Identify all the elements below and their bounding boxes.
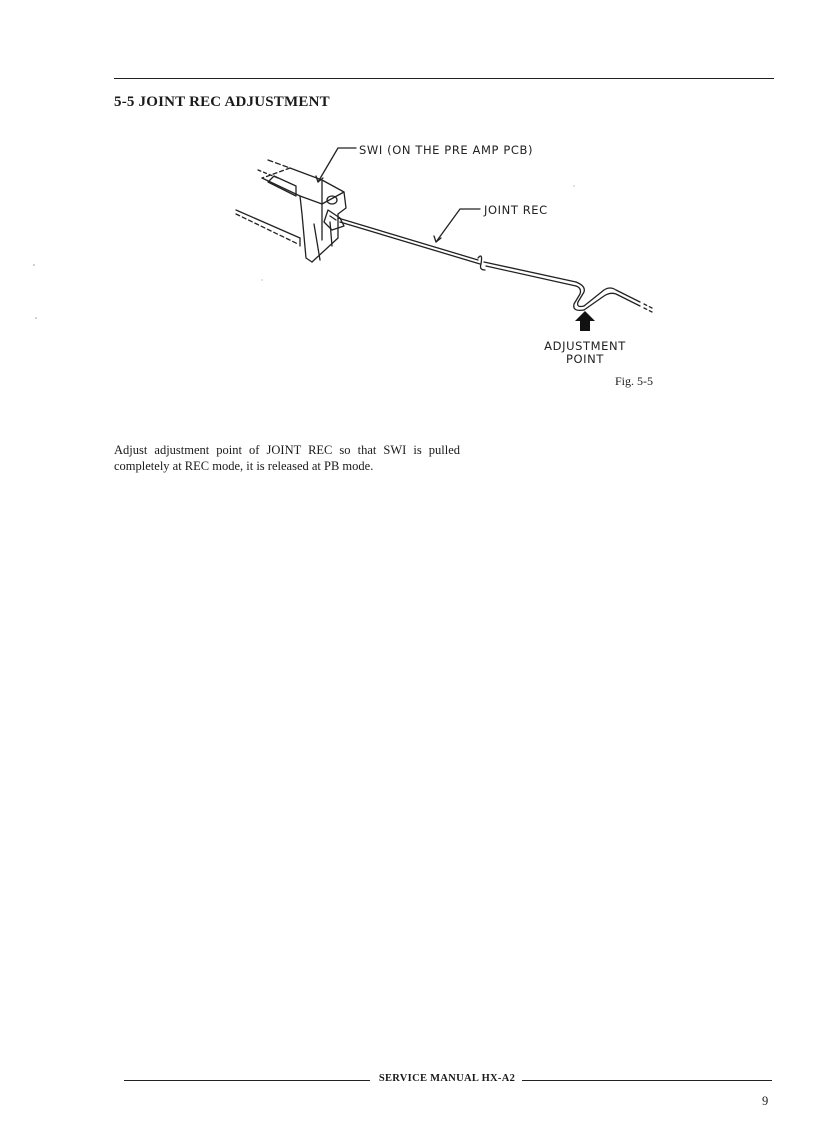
joint-rec-illustration [0,0,820,420]
callout-adjustment-line2: POINT [565,352,604,366]
callout-adjustment-point [520,340,650,366]
footer-rule-left [124,1080,370,1081]
callout-sw1: SWI (ON THE PRE AMP PCB) [359,143,534,157]
joint-rec-wire-drawing [338,218,652,312]
leader-line-sw1 [318,148,356,182]
leader-line-joint-rec [436,209,480,242]
footer-rule-right [522,1080,772,1081]
adjustment-arrow-icon [575,311,595,331]
callout-adjustment-line1: ADJUSTMENT [544,339,626,353]
body-paragraph: Adjust adjustment point of JOINT REC so that SWI is pulled completely at REC mode, it is released at PB mode. [114,443,460,473]
section-title: 5-5 JOINT REC ADJUSTMENT [114,94,330,110]
footer [124,1073,774,1087]
callout-joint-rec: JOINT REC [484,203,548,217]
figure-caption: Fig. 5-5 [615,374,654,388]
page-number: 9 [762,1094,769,1108]
figure-joint-rec [0,0,820,420]
switch-body-drawing [236,160,346,262]
footer-manual-title: SERVICE MANUAL HX-A2 [378,1073,516,1084]
